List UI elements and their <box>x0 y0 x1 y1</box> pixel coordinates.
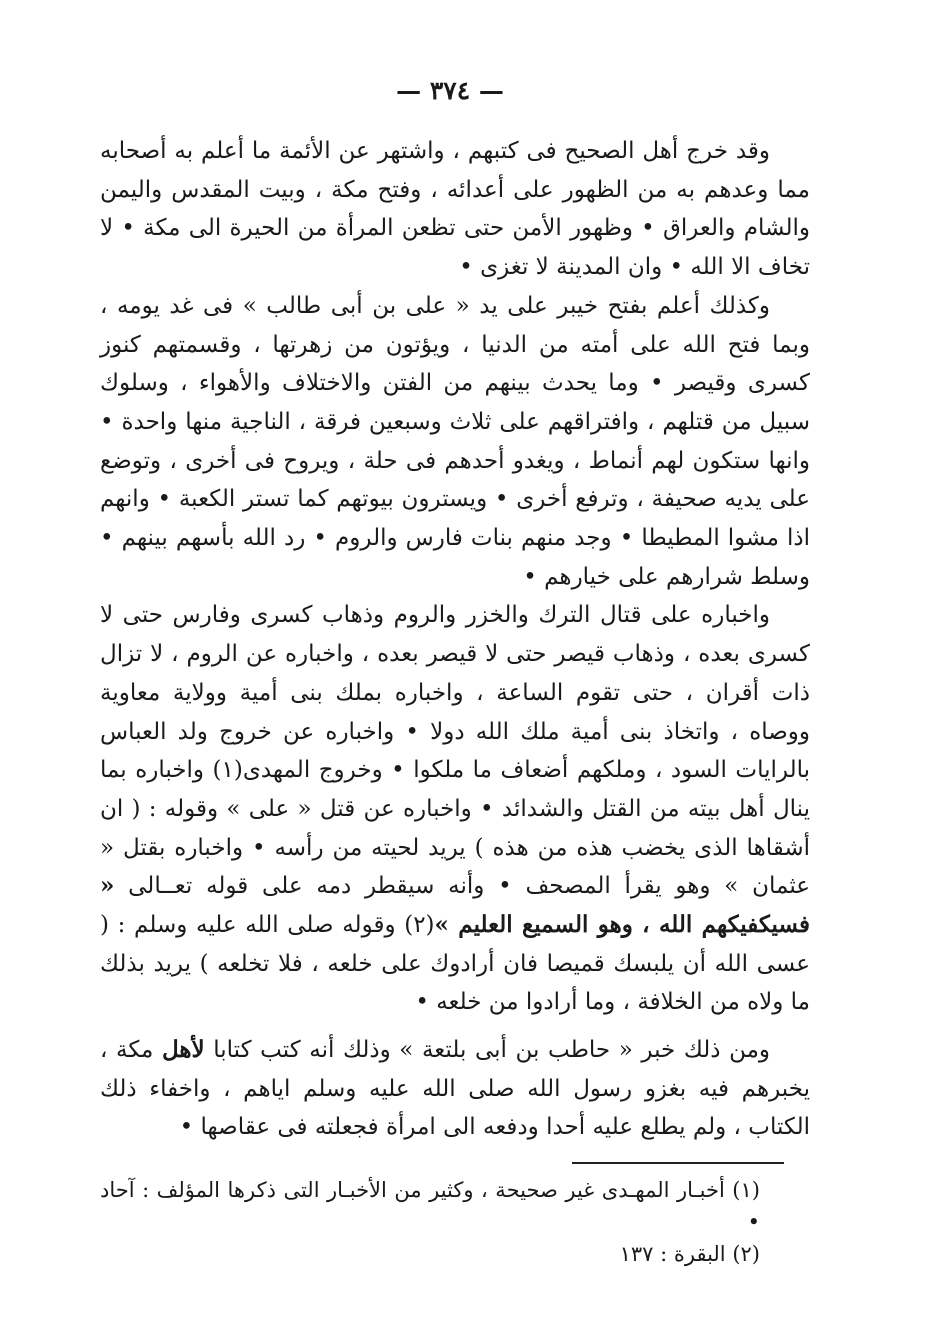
paragraph: وكذلك أعلم بفتح خيبر على يد « على بن أبى طالب » فى غد يومه ، وبما فتح الله على أمته من الدنيا ، ويؤتون من زهرتها ، وقسمتهم كنوز كسرى وقيصر • وما يحدث بينهم من الفتن والاختلاف والأهواء ، وسلوك سبيل من قتلهم ، وافتراقهم على ثلاث وسبعين فرقة ، الناجية منها واحدة • وانها ستكون لهم أنماط ، ويغدو أحدهم فى حلة ، ويروح فى أخرى ، وتوضع على يديه صحيفة ، وترفع أخرى • ويسترون بيوتهم كما تستر الكعبة • وانهم اذا مشوا المطيطا • وجد منهم بنات فارس والروم • رد الله بأسهم بينهم • وسلط شرارهم على خيارهم • <box>100 292 810 590</box>
paragraph-text: مكة ، يخبرهم فيه بغزو رسول الله صلى الله عليه وسلم اياهم ، واخفاء ذلك الكتاب ، ولم يطلع عليه أحدا ودفعه الى امرأة فجعلته فى عقاصها • <box>100 1037 810 1141</box>
page-number: — ٣٧٤ — <box>396 76 504 105</box>
bold-word: لأهل <box>161 1036 205 1063</box>
paragraph-text: (٢) وقوله صلى الله عليه وسلم : ( عسى الله أن يلبسك قميصا فان أرادوك على خلعه ، فلا تخلعه ) يريد بذلك ما ولاه من الخلافة ، وما أرادوا من خلعه • <box>100 912 810 1016</box>
footnote: (١) أخبـار المهـدى غير صحيحة ، وكثير من الأخبـار التى ذكرها المؤلف : آحاد • <box>100 1178 760 1234</box>
footnote: (٢) البقرة : ١٣٧ <box>619 1242 760 1266</box>
paragraph-text: ومن ذلك خبر « حاطب بن أبى بلتعة » وذلك أنه كتب كتابا <box>213 1037 771 1063</box>
main-text-continued <box>100 1031 810 1147</box>
footnotes <box>100 1174 790 1270</box>
paragraph <box>100 1031 810 1147</box>
footnote-divider <box>572 1162 784 1164</box>
main-text <box>100 132 810 1022</box>
quran-quote: « فسيكفيكهم الله ، وهو السميع العليم » <box>100 872 810 939</box>
paragraph: وقد خرج أهل الصحيح فى كتبهم ، واشتهر عن الأئمة ما أعلم به أصحابه مما وعدهم به من الظهور على أعدائه ، وفتح مكة ، وبيت المقدس واليمن والشام والعراق • وظهور الأمن حتى تظعن المرأة من الحيرة الى مكة • لا تخاف الا الله • وان المدينة لا تغزى • <box>100 138 810 281</box>
paragraph <box>100 596 810 1022</box>
paragraph-text: واخباره على قتال الترك والخزر والروم وذهاب كسرى وفارس حتى لا كسرى بعده ، وذهاب قيصر حتى لا قيصر بعده ، واخباره عن الروم ، لا تزال ذات أقران ، حتى تقوم الساعة ، واخباره بملك بنى أمية وولاية معاوية ووصاه ، واتخاذ بنى أمية ملك الله دولا • واخباره عن خروج ولد العباس بالرايات السود ، وملكهم أضعاف ما ملكوا • وخروج المهدى(١) واخباره بما ينال أهل بيته من القتل والشدائد • واخباره عن قتل « على » وقوله : ( ان أشقاها الذى يخضب هذه من هذه ) يريد لحيته من رأسه • واخباره بقتل « عثمان » وهو يقرأ المصحف • وأنه سيقطر دمه على قوله تعــالى <box>100 602 810 900</box>
